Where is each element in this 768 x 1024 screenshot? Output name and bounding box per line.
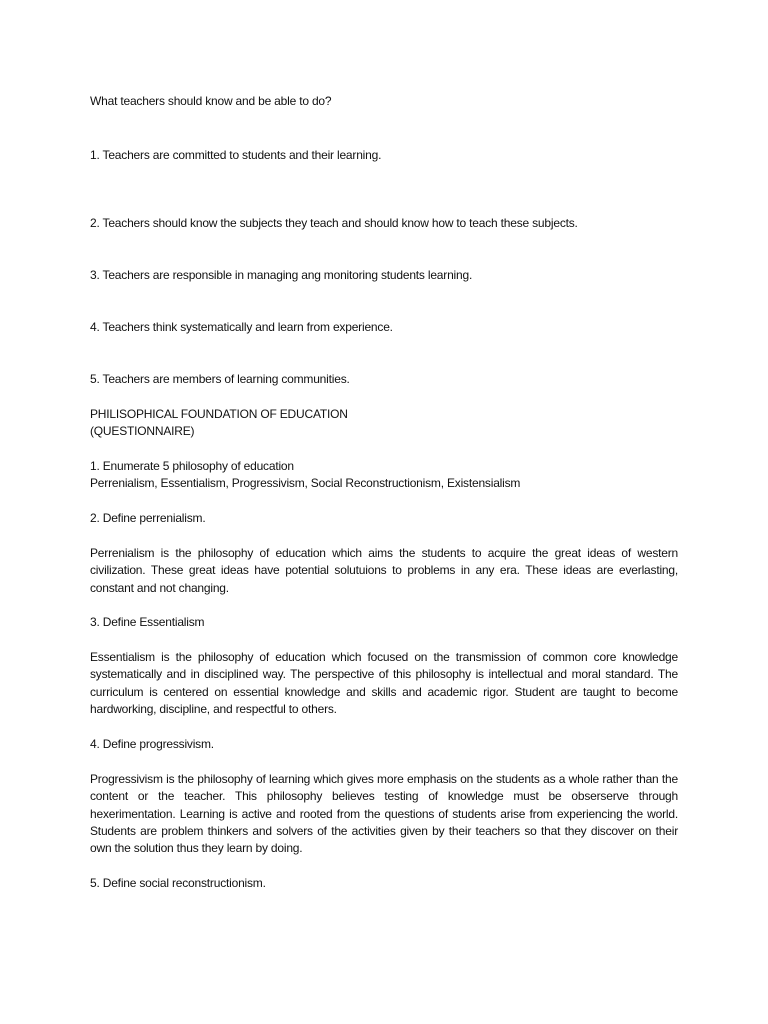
intro-question: What teachers should know and be able to do? bbox=[90, 94, 332, 108]
point-5: 5. Teachers are members of learning communities. bbox=[90, 372, 350, 386]
section-title: PHILISOPHICAL FOUNDATION OF EDUCATION bbox=[90, 407, 348, 421]
answer-3: Essentialism is the philosophy of education which focused on the transmission of common core knowledge systematically and in disciplined way. The perspective of this philosophy is intellectual and moral standard. The curriculum is centered on essential knowledge and skills and academic rigor. Student are taught to become hardworking, discipline, and respectful to others. bbox=[90, 650, 678, 716]
point-3: 3. Teachers are responsible in managing ang monitoring students learning. bbox=[90, 268, 473, 282]
answer-4: Progressivism is the philosophy of learning which gives more emphasis on the students as a whole rather than the content or the teacher. This philosophy believes testing of knowledge must be obserserve through hexerimentation. Learning is active and rooted from the questions of students arise from experiencing the world. Students are problem thinkers and solvers of the activities given by their teachers so that they discover on their own the solution thus they learn by doing. bbox=[90, 772, 678, 856]
question-3: 3. Define Essentialism bbox=[90, 615, 205, 629]
answer-2: Perrenialism is the philosophy of education which aims the students to acquire the great ideas of western civilization. These great ideas have potential solutuions to problems in any era. These ideas are everlasting, constant and not changing. bbox=[90, 546, 678, 595]
question-4: 4. Define progressivism. bbox=[90, 737, 214, 751]
point-2: 2. Teachers should know the subjects they teach and should know how to teach these subjects. bbox=[90, 216, 578, 230]
point-4: 4. Teachers think systematically and learn from experience. bbox=[90, 320, 393, 334]
question-5: 5. Define social reconstructionism. bbox=[90, 876, 266, 890]
point-1: 1. Teachers are committed to students and their learning. bbox=[90, 148, 382, 162]
question-2: 2. Define perrenialism. bbox=[90, 511, 206, 525]
answer-1: Perrenialism, Essentialism, Progressivism, Social Reconstructionism, Existensialism bbox=[90, 476, 521, 490]
question-1: 1. Enumerate 5 philosophy of education bbox=[90, 459, 294, 473]
section-subtitle: (QUESTIONNAIRE) bbox=[90, 424, 195, 438]
